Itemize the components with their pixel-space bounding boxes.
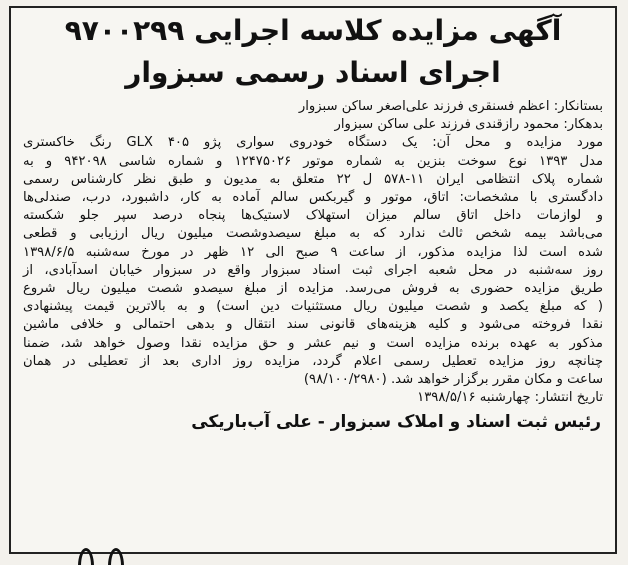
body-line: می‌باشد بیمه شخص ثالث ندارد که به مبلغ سیصدوشصت میلیون ریال ارزیابی و قطعی [23, 226, 603, 242]
body-line: شماره پلاک انتظامی ایران ۱۱-۵۷۸ ل ۲۲ متعلق به مدیون و طبق نظر کارشناس رسمی [23, 171, 603, 187]
body-line: طریق مزایده حضوری به فروش می‌رسد. مزایده از مبلغ سیصدو شصت میلیون ریال شروع [23, 281, 603, 297]
publish-date: تاریخ انتشار: چهارشنبه ۱۳۹۸/۵/۱۶ [417, 390, 603, 406]
signature-line: رئیس ثبت اسناد و املاک سبزوار - علی آب‌باریکی [191, 412, 601, 433]
body-line: ( که مبلغ یکصد و شصت میلیون ریال مستثنیات دین است) و به بالاترین قیمت پیشنهادی [23, 299, 603, 315]
notice-title-line-2: اجرای اسناد رسمی سبزوار [125, 56, 501, 89]
creditor-line: بستانکار: اعظم فسنقری فرزند علی‌اصغر ساکن سبزوار [298, 99, 603, 114]
body-line: ساعت و مکان مقرر برگزار خواهد شد. (۹۸/۱۰۰/۲۹۸۰) [303, 372, 603, 388]
body-line: دادگستری با مشخصات: اتاق، موتور و گیربکس سالم آماده به کار، داشبورد، درب، صندلی‌ها [23, 190, 603, 206]
body-line: مذکور به عهده برنده مزایده است و نیم عشر و حق مزایده نقدا وصول خواهد شد، ضمنا [23, 335, 603, 351]
body-line: نقدا فروخته می‌شود و کلیه هزینه‌های قانونی سند انتقال و بدهی احتمالی و خلافی ماشین [23, 317, 603, 333]
body-line: و لوازمات داخل اتاق سالم میزان استهلاک لاستیک‌ها پنجاه درصد سپر جلو شکسته [23, 208, 603, 224]
notice-body [11, 98, 615, 407]
body-line: مورد مزایده و محل آن: یک دستگاه خودروی سواری پژو GLX ۴۰۵ رنگ خاکستری [23, 135, 604, 151]
notice-card [9, 6, 617, 554]
notice-title-line-1: آگهی مزایده کلاسه اجرایی ۹۷۰۰۲۹۹ [64, 14, 562, 47]
cropped-stamp-fragment [78, 548, 138, 565]
body-line: روز سه‌شنبه در محل شعبه اجرای ثبت اسناد سبزوار واقع در سبزوار خیابان اسدآبادی، از [23, 262, 603, 278]
body-line: شده است لذا مزایده مذکور، از ساعت ۹ صبح الی ۱۲ ظهر در مورخ سه‌شنبه ۱۳۹۸/۶/۵ [23, 244, 603, 260]
debtor-line: بدهکار: محمود رازقندی فرزند علی ساکن سبزوار [334, 117, 603, 133]
body-line: مدل ۱۳۹۳ نوع سوخت بنزین به شماره موتور ۱۲۴۷۵۰۲۶ و شماره شاسی ۹۴۲۰۹۸ و به [23, 153, 604, 169]
body-line: چنانچه روز مزایده تعطیل رسمی اعلام گردد، مزایده روز اداری بعد از تعطیلی در همان [23, 353, 603, 369]
